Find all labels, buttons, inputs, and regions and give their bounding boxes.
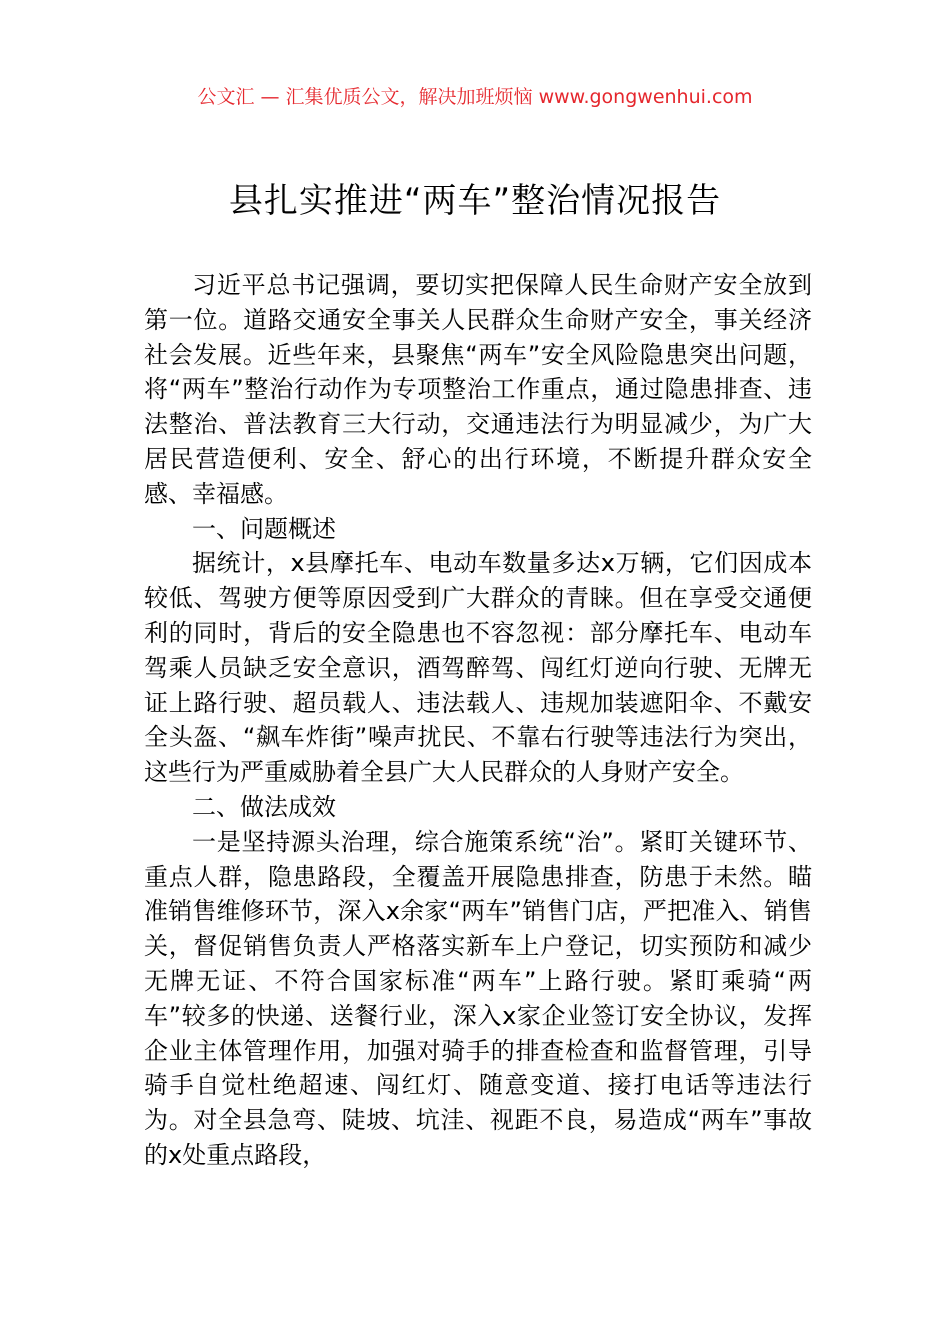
paragraph-problem-overview: 据统计，x县摩托车、电动车数量多达x万辆，它们因成本较低、驾驶方便等原因受到广大群众的青睐。但在享受交通便利的同时，背后的安全隐患也不容忽视：部分摩托车、电动车驾乘人员缺乏安全意识，酒驾醉驾、闯红灯逆向行驶、无牌无证上路行驶、超员载人、违法载人、违规加装遮阳伞、不戴安全头盔、“飙车炸街”噪声扰民、不靠右行驶等违法行为突出，这些行为严重威胁着全县广大人民群众的人身财产安全。 bbox=[144, 549, 812, 787]
document-body bbox=[144, 268, 812, 1173]
header-banner: 公文汇 — 汇集优质公文，解决加班烦恼 www.gongwenhui.com bbox=[197, 86, 753, 108]
section-heading-measures-results: 二、做法成效 bbox=[192, 792, 336, 821]
paragraph-intro: 习近平总书记强调，要切实把保障人民生命财产安全放到第一位。道路交通安全事关人民群众生命财产安全，事关经济社会发展。近些年来，县聚焦“两车”安全风险隐患突出问题，将“两车”整治行动作为专项整治工作重点，通过隐患排查、违法整治、普法教育三大行动，交通违法行为明显减少，为广大居民营造便利、安全、舒心的出行环境，不断提升群众安全感、幸福感。 bbox=[144, 271, 812, 508]
section-heading-problem-overview: 一、问题概述 bbox=[192, 514, 336, 543]
document-title: 县扎实推进“两车”整治情况报告 bbox=[228, 181, 722, 221]
paragraph-measures-results: 一是坚持源头治理，综合施策系统“治”。紧盯关键环节、重点人群，隐患路段，全覆盖开展隐患排查，防患于未然。瞄准销售维修环节，深入x余家“两车”销售门店，严把准入、销售关，督促销售负责人严格落实新车上户登记，切实预防和减少无牌无证、不符合国家标准“两车”上路行驶。紧盯乘骑“两车”较多的快递、送餐行业，深入x家企业签订安全协议，发挥企业主体管理作用，加强对骑手的排查检查和监督管理，引导骑手自觉杜绝超速、闯红灯、随意变道、接打电话等违法行为。对全县急弯、陡坡、坑洼、视距不良，易造成“两车”事故的x处重点路段， bbox=[144, 827, 812, 1169]
